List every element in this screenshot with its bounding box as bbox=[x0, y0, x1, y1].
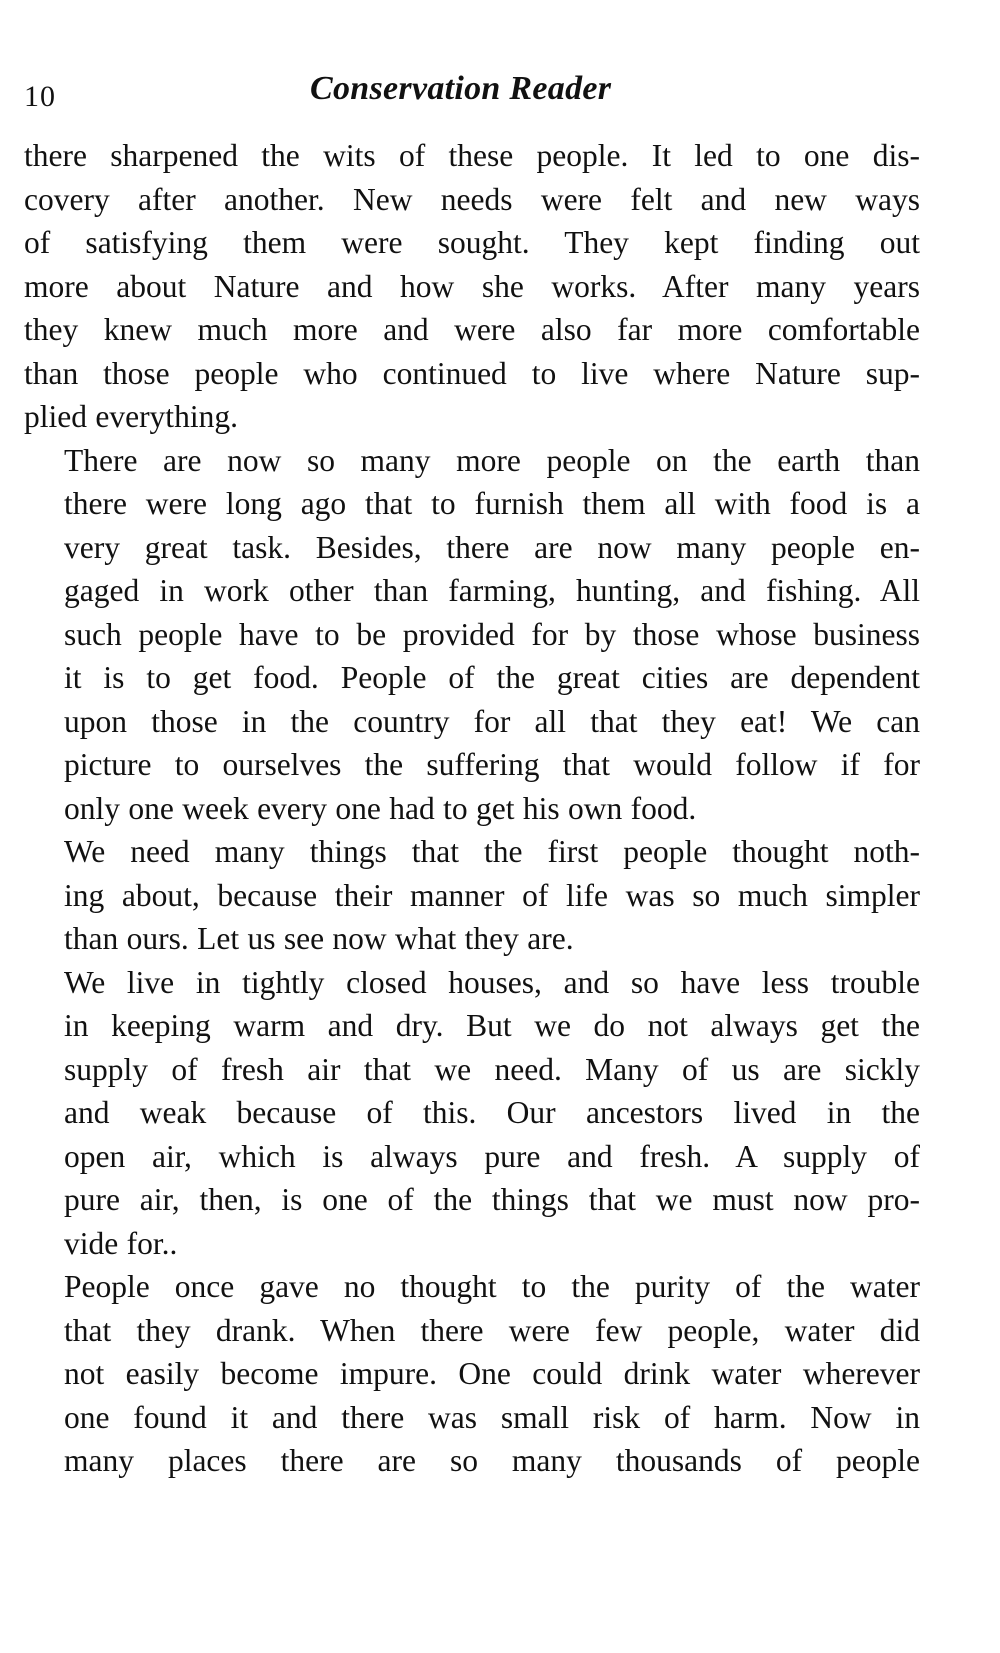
text-line: in keeping warm and dry. But we do not always get the bbox=[64, 1008, 920, 1043]
running-title: Conservation Reader bbox=[310, 70, 612, 107]
text-line: picture to ourselves the suffering that would follow if for bbox=[64, 747, 920, 782]
text-line: than those people who continued to live where Nature sup- bbox=[24, 355, 920, 391]
text-line: There are now so many more people on the earth than bbox=[64, 442, 920, 478]
running-header bbox=[24, 60, 920, 118]
paragraph-2 bbox=[24, 439, 920, 831]
text-line: of satisfying them were sought. They kept finding out bbox=[24, 225, 920, 260]
text-line: one found it and there was small risk of harm. Now in bbox=[64, 1399, 920, 1435]
text-line: We live in tightly closed houses, and so have less trouble bbox=[64, 964, 920, 1000]
book-page bbox=[24, 60, 920, 1483]
text-line: than ours. Let us see now what they are. bbox=[64, 921, 574, 956]
text-line: We need many things that the first people thought noth- bbox=[64, 834, 920, 869]
text-line: upon those in the country for all that they eat! We can bbox=[64, 703, 920, 739]
paragraph-1 bbox=[24, 134, 920, 439]
text-line: such people have to be provided for by those whose business bbox=[64, 616, 920, 652]
text-line: ing about, because their manner of life was so much simpler bbox=[64, 877, 920, 913]
text-line: covery after another. New needs were felt and new ways bbox=[24, 181, 920, 217]
text-line: pure air, then, is one of the things that we must now pro- bbox=[64, 1182, 920, 1217]
text-line: many places there are so many thousands of people bbox=[64, 1443, 920, 1478]
text-line: there sharpened the wits of these people. It led to one dis- bbox=[24, 138, 920, 173]
text-line: supply of fresh air that we need. Many of us are sickly bbox=[64, 1051, 920, 1087]
paragraph-5 bbox=[24, 1265, 920, 1483]
paragraph-3 bbox=[24, 830, 920, 961]
body-text bbox=[24, 134, 920, 1483]
paragraph-4 bbox=[24, 961, 920, 1266]
text-line: plied everything. bbox=[24, 399, 238, 434]
text-line: gaged in work other than farming, hunting, and fishing. All bbox=[64, 573, 920, 608]
text-line: not easily become impure. One could drink water wherever bbox=[64, 1356, 920, 1391]
text-line: that they drank. When there were few people, water did bbox=[64, 1312, 920, 1348]
text-line: there were long ago that to furnish them all with food is a bbox=[64, 486, 920, 521]
text-line: People once gave no thought to the purity of the water bbox=[64, 1269, 920, 1304]
page-number: 10 bbox=[24, 80, 56, 113]
text-line: and weak because of this. Our ancestors lived in the bbox=[64, 1095, 920, 1130]
text-line: only one week every one had to get his own food. bbox=[64, 790, 697, 826]
text-line: they knew much more and were also far more comfortable bbox=[24, 312, 920, 347]
text-line: it is to get food. People of the great cities are dependent bbox=[64, 660, 920, 695]
text-line: very great task. Besides, there are now many people en- bbox=[64, 529, 920, 565]
text-line: vide for.. bbox=[64, 1225, 178, 1261]
text-line: open air, which is always pure and fresh. A supply of bbox=[64, 1138, 920, 1174]
text-line: more about Nature and how she works. After many years bbox=[24, 268, 920, 304]
